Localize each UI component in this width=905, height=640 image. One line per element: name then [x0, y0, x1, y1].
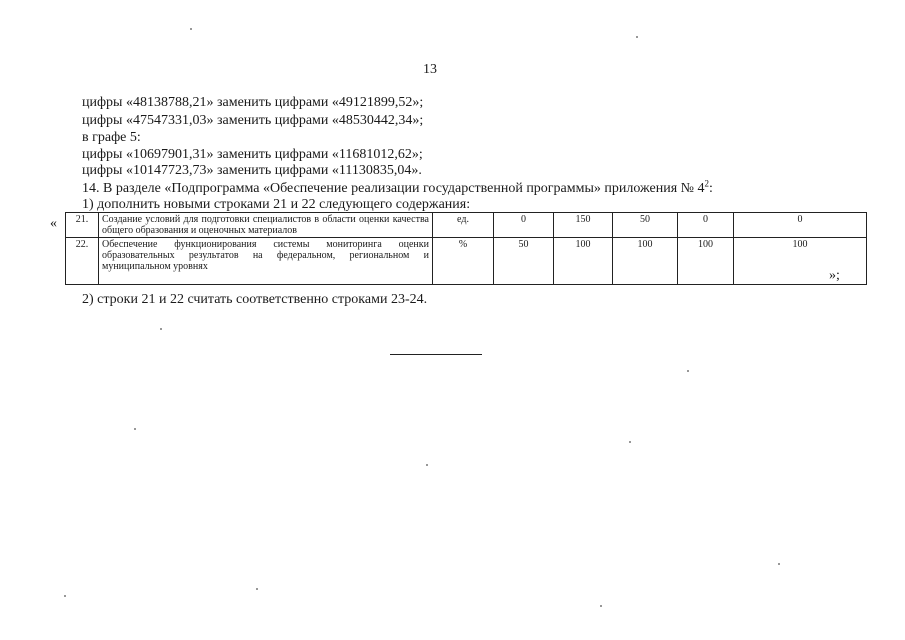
scan-speck [687, 370, 689, 372]
table-row [66, 213, 867, 238]
subitem-1: 1) дополнить новыми строками 21 и 22 следующего содержания: [82, 197, 471, 212]
text-line-5: цифры «10147723,73» заменить цифрами «11130835,04». [82, 163, 422, 178]
row-value: 150 [554, 213, 613, 238]
scan-speck [636, 36, 638, 38]
table-row [66, 238, 867, 285]
row-value: 100 [678, 238, 734, 285]
closing-quote: »; [829, 268, 840, 283]
item-14-superscript: 2 [704, 178, 709, 189]
row-value: 0 [734, 213, 867, 238]
row-value: 50 [494, 238, 554, 285]
text-line-3: в графе 5: [82, 130, 141, 145]
row-unit: ед. [433, 213, 494, 238]
row-value: 100 [734, 238, 867, 285]
text-line-2: цифры «47547331,03» заменить цифрами «48530442,34»; [82, 113, 424, 128]
row-value: 100 [554, 238, 613, 285]
scan-speck [629, 441, 631, 443]
row-number: 21. [66, 213, 99, 238]
row-name: Обеспечение функционирования системы мониторинга оценки образовательных результатов на федеральном, региональном и муниципальном уровнях [99, 238, 433, 285]
text-line-1: цифры «48138788,21» заменить цифрами «49121899,52»; [82, 95, 424, 110]
opening-quote: « [50, 216, 57, 231]
row-unit: % [433, 238, 494, 285]
row-number: 22. [66, 238, 99, 285]
scan-speck [600, 605, 602, 607]
scan-speck [426, 464, 428, 466]
scan-speck [134, 428, 136, 430]
scan-speck [64, 595, 66, 597]
row-name: Создание условий для подготовки специалистов в области оценки качества общего образования и оценочных материалов [99, 213, 433, 238]
scan-speck [160, 328, 162, 330]
subitem-2: 2) строки 21 и 22 считать соответственно строками 23-24. [82, 292, 428, 307]
row-value: 50 [613, 213, 678, 238]
text-line-4: цифры «10697901,31» заменить цифрами «11681012,62»; [82, 147, 423, 162]
closing-rule [390, 354, 482, 355]
item-14-text: 14. В разделе «Подпрограмма «Обеспечение реализации государственной программы» приложения № 4 [82, 181, 705, 196]
scan-speck [256, 588, 258, 590]
item-14-tail: : [709, 181, 713, 196]
item-14-heading [82, 178, 713, 197]
row-value: 100 [613, 238, 678, 285]
row-value: 0 [494, 213, 554, 238]
scan-speck [778, 563, 780, 565]
row-value: 0 [678, 213, 734, 238]
scan-speck [190, 28, 192, 30]
page-number: 13 [423, 62, 437, 77]
amendment-table [65, 212, 867, 285]
